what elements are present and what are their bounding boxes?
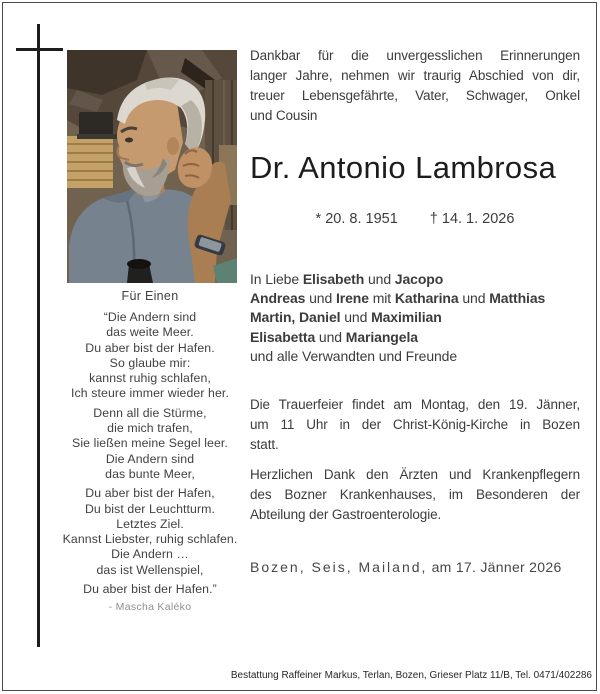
text-line: treuer Lebensgefährte, Vater, Schwager, Onkel bbox=[250, 88, 580, 103]
poem-column bbox=[45, 289, 255, 613]
funeral-info-paragraph bbox=[250, 395, 580, 455]
life-dates bbox=[250, 211, 580, 227]
text-line: langer Jahre, nehmen wir traurig Abschied von dir, bbox=[250, 68, 580, 83]
poem-line: Du aber bist der Hafen. bbox=[85, 340, 215, 355]
poem-line: Die Andern … bbox=[111, 547, 189, 562]
death-date: † 14. 1. 2026 bbox=[429, 211, 515, 227]
poem-stanzas bbox=[45, 310, 255, 597]
poem-line: Sie ließen meine Segel leer. bbox=[72, 436, 228, 451]
poem-line: Denn all die Stürme, bbox=[93, 405, 207, 420]
poem-line: “Die Andern sind bbox=[103, 310, 197, 324]
poem-dedication: Für Einen bbox=[121, 289, 179, 303]
poem-stanza bbox=[45, 582, 255, 597]
poem-line: das ist Wellenspiel, bbox=[96, 562, 204, 577]
deceased-name: Dr. Antonio Lambrosa bbox=[250, 150, 557, 185]
poem-stanza bbox=[45, 486, 255, 578]
poem-line: Ich steure immer wieder her. bbox=[71, 386, 229, 401]
text-line: Abteilung der Gastroenterologie. bbox=[250, 507, 442, 522]
poem-line: Die Andern sind bbox=[105, 451, 195, 466]
text-line: und Cousin bbox=[250, 108, 318, 123]
text-line: um 11 Uhr in der Christ-König-Kirche in Bozen bbox=[250, 417, 580, 432]
poem-line: Du bist der Leuchtturm. bbox=[84, 501, 216, 516]
text-line: Herzlichen Dank den Ärzten und Krankenpflegern bbox=[250, 467, 580, 482]
text-line: des Bozner Krankenhauses, im Besonderen der bbox=[250, 487, 580, 502]
places-date-line bbox=[250, 559, 580, 575]
date-text: am 17. Jänner 2026 bbox=[427, 559, 562, 575]
mourner-line: Martin, Daniel und Maximilian bbox=[250, 309, 442, 326]
intro-paragraph bbox=[250, 46, 580, 126]
text-line: Dankbar für die unvergesslichen Erinnerungen bbox=[250, 48, 580, 63]
poem-stanza bbox=[45, 406, 255, 482]
poem-line: das weite Meer. bbox=[106, 325, 194, 340]
mourner-line: Elisabetta und Mariangela bbox=[250, 328, 418, 345]
thanks-paragraph bbox=[250, 465, 580, 525]
places-text: Bozen, Seis, Mailand, bbox=[250, 559, 428, 575]
poem-line: So glaube mir: bbox=[109, 355, 191, 370]
mourner-line: und alle Verwandten und Freunde bbox=[250, 347, 458, 364]
text-line: statt. bbox=[250, 437, 279, 452]
poem-stanza bbox=[45, 310, 255, 402]
mourner-line: In Liebe Elisabeth und Jacopo bbox=[250, 271, 444, 287]
poem-line: Du aber bist der Hafen, bbox=[85, 486, 215, 501]
poem-attribution: - Mascha Kaléko bbox=[108, 601, 192, 614]
portrait-photo bbox=[67, 50, 237, 283]
poem-line: das bunte Meer, bbox=[105, 466, 195, 481]
mourner-line: Andreas und Irene mit Katharina und Matthias bbox=[250, 290, 546, 307]
poem-line: die mich trafen, bbox=[107, 421, 193, 436]
text-line: Die Trauerfeier findet am Montag, den 19. Jänner, bbox=[250, 397, 580, 412]
poem-line: kannst ruhig schlafen, bbox=[89, 371, 211, 386]
poem-line: Kannst Liebster, ruhig schlafen. bbox=[62, 532, 238, 547]
birth-date: * 20. 8. 1951 bbox=[315, 211, 398, 227]
poem-line: Letztes Ziel. bbox=[116, 516, 184, 531]
funeral-home-footer: Bestattung Raffeiner Markus, Terlan, Bozen, Grieser Platz 11/B, Tel. 0471/402286 bbox=[230, 670, 592, 681]
poem-line: Du aber bist der Hafen.” bbox=[83, 582, 217, 597]
mourners-list bbox=[250, 270, 580, 366]
